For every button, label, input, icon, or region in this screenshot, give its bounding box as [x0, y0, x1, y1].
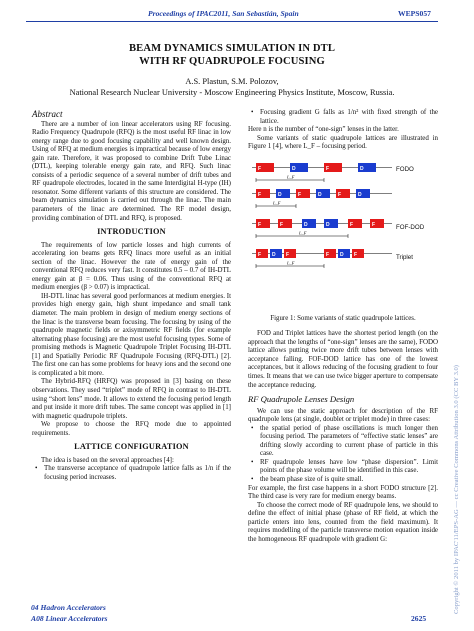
fod-lens-1-text: D	[278, 191, 282, 198]
label-fodo: FODO	[396, 165, 414, 173]
intro-paragraph-3: The Hybrid-RFQ (HRFQ) was proposed in [3] basing on these observations. They used “triplet” mode of RFQ in contrast to IH-DTL using “short lens” mode. It allows to extend the focusing period length and put inside it more drift tubes. The same concept was applied in [1] with magnetic quadrupole triplets.	[32, 377, 231, 420]
triplet-period-label: L_F	[287, 260, 295, 266]
rfq-heading: RF Quadrupole Lenses Design	[248, 394, 355, 405]
fod-period-label: L_F	[273, 200, 281, 206]
fodo-lens-1-text: D	[292, 165, 296, 172]
triplet-lens-5-text: F	[354, 251, 358, 258]
paper-id: WEPS057	[398, 9, 431, 18]
rfq-paragraph-2: For example, the first case happens in a short FODO structure [2]. The third case is very rare for medium energy beams.	[248, 483, 438, 501]
fodo-lens-2-text: F	[326, 165, 330, 172]
label-fof-dod: FOF-DOD	[396, 223, 425, 231]
fodo-lens-3-text: D	[360, 165, 364, 172]
footer-track: A08 Linear Accelerators	[31, 614, 108, 623]
author-names: A.S. Plastun, S.M. Polozov,	[185, 77, 279, 86]
affiliation: National Research Nuclear University - Moscow Engineering Physics Institute, Moscow, Russia.	[69, 88, 395, 97]
right-column	[248, 108, 438, 543]
lattice-bullets-right	[248, 108, 438, 125]
lattice-paragraph-3: Some variants of static quadrupole lattices are illustrated in Figure 1 [4], where L_F – focusing period.	[248, 133, 438, 151]
left-column	[32, 110, 231, 481]
intro-paragraph-1: The requirements of low particle losses and high currents of accelerating ion beams gets RFQ linacs more useful as an initial section of the linac. However the rate of energy gain of the conventional RFQ reduces very fast. It constitutes 0.5 – 0.7 of IH-DTL energy gain at β = 0.06. Thus using of the conventional RFQ at medium energies (β > 0.07) is impractical.	[32, 240, 231, 292]
fod-lens-3-text: D	[318, 191, 322, 198]
fofdod-lens-0-text: F	[258, 221, 262, 228]
page-number: 2625	[411, 614, 427, 623]
fofdod-lens-1-text: F	[280, 221, 284, 228]
lattice-bullet-2: • Focusing gradient G falls as 1/n² with fixed strength of the lattice.	[248, 108, 438, 125]
title-line-2: WITH RF QUADRUPOLE FOCUSING	[139, 56, 325, 67]
fofdod-lens-3-text: D	[326, 221, 330, 228]
rfq-paragraph-1: We can use the static approach for description of the RF quadrupole lens (at single, doublet or triplet mode) in three cases:	[248, 406, 438, 424]
fodo-period-label: L_F	[287, 174, 295, 180]
title-line-1: BEAM DYNAMICS SIMULATION IN DTL	[129, 43, 335, 54]
triplet-lens-0-text: F	[258, 251, 262, 258]
rfq-bullets	[248, 424, 438, 484]
fodo-lens-0-text: F	[258, 165, 262, 172]
triplet-lens-1-text: D	[272, 251, 276, 258]
fod-lens-0-text: F	[258, 191, 262, 198]
figure-1	[248, 153, 438, 313]
triplet-lens-3-text: F	[326, 251, 330, 258]
rfq-bullet-1: • the spatial period of phase oscillations is much longer then focusing period. The parameters of “effective static lenses” are drifting slowly according to current phase of particle in this case.	[248, 424, 438, 458]
footer-left	[31, 602, 108, 624]
lattice-paragraph-2: Here n is the number of “one-sign” lenses in the latter.	[248, 125, 399, 134]
rfq-bullet-2: • RF quadrupole lenses have low “phase dispersion”. Limit points of the phase volume will be identified in this case.	[248, 458, 438, 475]
fod-lens-2-text: F	[298, 191, 302, 198]
figure-caption: Figure 1: Some variants of static quadrupole lattices.	[270, 314, 416, 322]
footer-category: 04 Hadron Accelerators	[31, 603, 106, 612]
triplet-lens-4-text: D	[340, 251, 344, 258]
fofdod-lens-5-text: F	[372, 221, 376, 228]
intro-paragraph-4: We propose to choose the RFQ mode due to appointed requirements.	[32, 420, 231, 437]
introduction-heading: INTRODUCTION	[97, 227, 166, 237]
header-rule	[26, 21, 438, 22]
fod-lens-4-text: F	[338, 191, 342, 198]
rfq-bullet-3: • the beam phase size of is quite small.	[248, 475, 438, 484]
intro-paragraph-2: IH-DTL linac has several good performances at medium energies. It provides high energy gain, high shunt impedance and small tank diameter. The main problem in design of medium energy sections of the linac is the transverse beam focusing. The focusing by using of the quadrupole magnetic fields or axisymmetric RF fields (for example alternating phase focusing) are the most useful focusing types. Some of promising methods is Magnetic Quadrupole Triplet Focusing IH-DTL [1] and Spatially Periodic RF Quadrupole Focusing (RFQ-DTL) [2]. The first one can has some problems for heavy ions and the second one is complicated a bit more.	[32, 291, 231, 377]
lattice-bullet-1: • The transverse acceptance of quadrupole lattice falls as 1/n if the focusing period increases.	[32, 464, 231, 481]
abstract-text: There are a number of ion linear accelerators using RF focusing. Radio Frequency Quadrupole (RFQ) is the most useful RF linac in low energy range due to good focusing capability and well known design. Using of RFQ at medium energies is impractical because of low energy gain rate. Therefore, it was proposed to combine Drift Tube Linac (DTL), keeping tolerable energy gain rate, and RFQ. Such linac consists of a periodic sequence of a several number of drift tubes and RF quadrupole electrodes, located in the same Interdigital H-type (IH) resonator. Some different variants of this structure are considered. The beam dynamics simulation is carried out through the linac. The main parameters of the linac are determined. The RF model design, providing combination of DTL and RFQ, is proposed.	[32, 119, 231, 222]
fofdod-lens-4-text: F	[350, 221, 354, 228]
rfq-paragraph-3: To choose the correct mode of RF quadrupole lens, we should to define the effect of initial phase (phase of RF field, at which the particle enters into lens, counted from the field maximum). It requires modelling of the particle transverse motion equation inside the homogeneous RF quadrupole with gradient G:	[248, 500, 438, 543]
lattice-paragraph-1: The idea is based on the several approaches [4]:	[41, 455, 174, 464]
fofdod-lens-2-text: D	[304, 221, 308, 228]
after-figure-paragraph: FOD and Triplet lattices have the shortest period length (on the approach that the lengths of “one-sign” lenses are the same), FODO lattice allows putting twice more drift tubes between lenses with acceptance falling. FOF-DOD lattice has one of the lowest acceptances, but it allows reducing of the focusing gradient to four times. It means that we can use twice bigger aperture to compensate the acceptance reducing.	[248, 329, 438, 389]
lattice-heading: LATTICE CONFIGURATION	[74, 442, 189, 452]
fofdod-period-label: L_F	[299, 230, 307, 236]
proceedings-header: Proceedings of IPAC2011, San Sebastián, Spain	[148, 9, 299, 18]
lattice-bullets-left	[32, 464, 231, 481]
copyright-side-text: Copyright © 2011 by IPAC'11/EPS-AG — cc Creative Commons Attribution 3.0 (CC BY 3.0)	[453, 364, 460, 614]
triplet-lens-2-text: F	[286, 251, 290, 258]
abstract-heading: Abstract	[32, 109, 63, 119]
fod-lens-5-text: D	[358, 191, 362, 198]
label-triplet: Triplet	[396, 253, 413, 261]
